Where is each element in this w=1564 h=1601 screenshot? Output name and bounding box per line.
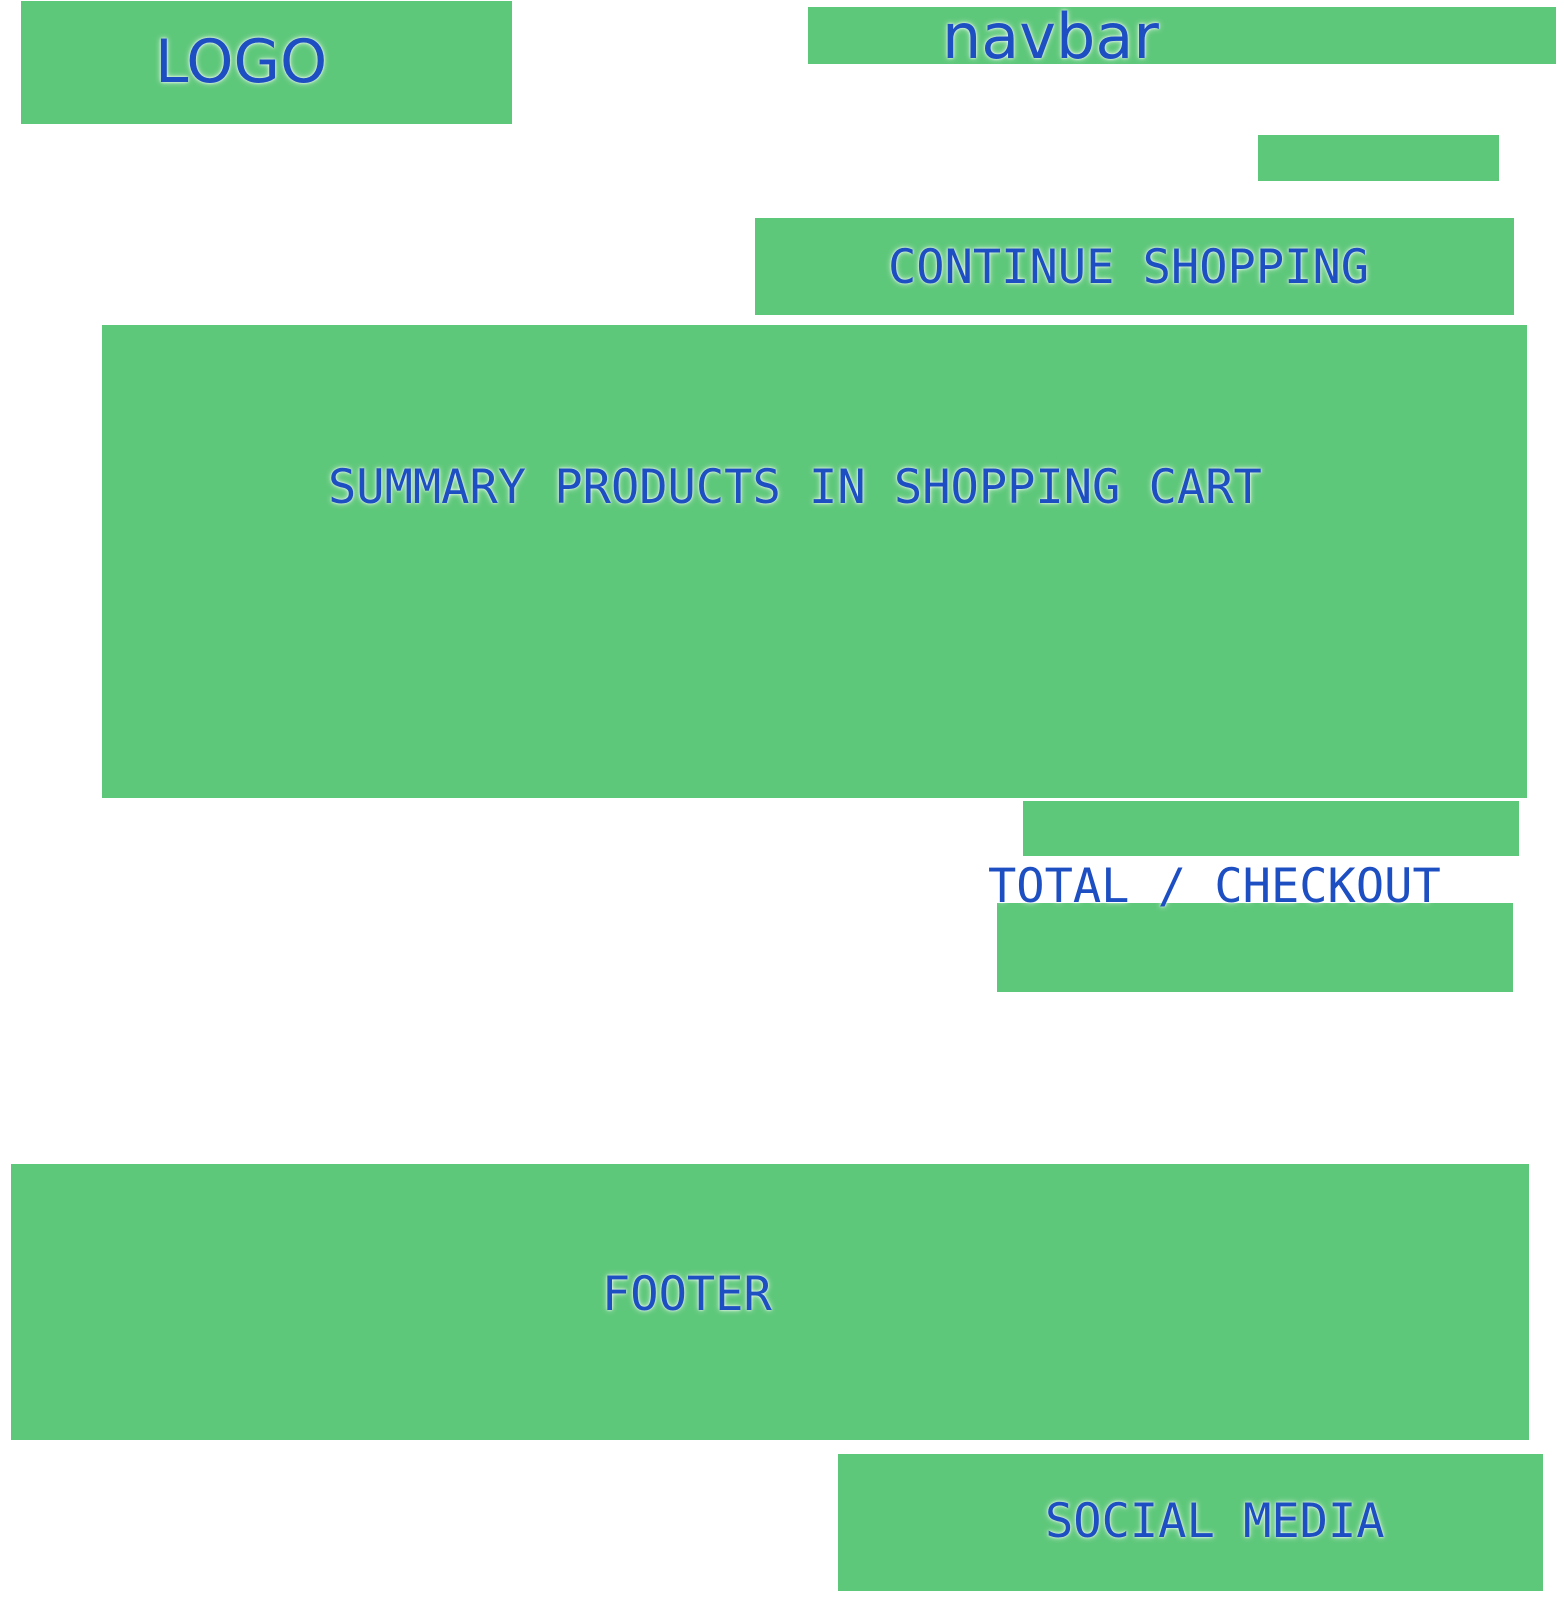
cart-summary-panel — [102, 325, 1527, 798]
checkout-button[interactable] — [997, 903, 1513, 992]
total-area — [1023, 801, 1519, 856]
continue-shopping-label: CONTINUE SHOPPING — [888, 240, 1370, 295]
social-media-label: SOCIAL MEDIA — [1045, 1494, 1385, 1549]
cart-summary-label: SUMMARY PRODUCTS IN SHOPPING CART — [328, 460, 1262, 515]
navbar-label: navbar — [942, 0, 1159, 73]
footer-label: FOOTER — [602, 1267, 772, 1322]
logo-label: LOGO — [155, 27, 328, 97]
total-checkout-label: TOTAL / CHECKOUT — [988, 859, 1441, 914]
navbar[interactable] — [808, 7, 1556, 64]
header-utility-area — [1258, 135, 1499, 181]
